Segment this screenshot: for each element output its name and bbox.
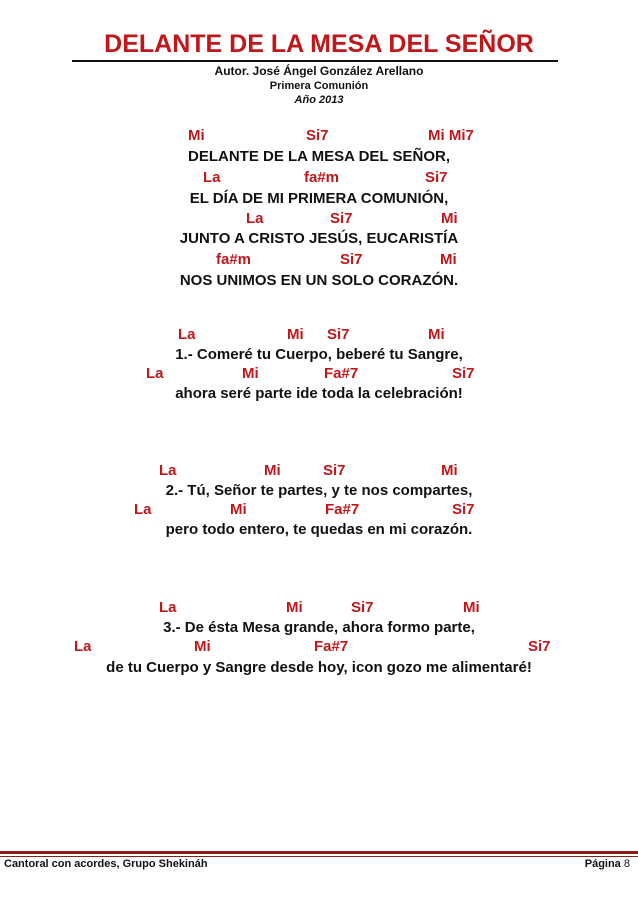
song-title: DELANTE DE LA MESA DEL SEÑOR	[104, 30, 534, 58]
chord: Si7	[528, 638, 551, 655]
chord-line	[0, 126, 638, 146]
chord: Si7	[327, 326, 350, 343]
chord-line	[0, 461, 638, 481]
lyric-line: JUNTO A CRISTO JESÚS, EUCARISTÍA	[179, 230, 459, 247]
chord: La	[159, 462, 177, 479]
chord: fa#m	[304, 169, 340, 186]
chord: Mi	[440, 251, 457, 268]
chord: Si7	[425, 169, 448, 186]
chord: Mi	[230, 501, 247, 518]
lyric-line: NOS UNIMOS EN UN SOLO CORAZÓN.	[179, 272, 459, 289]
chord: Mi	[188, 127, 205, 144]
lyric-line: 1.- Comeré tu Cuerpo, beberé tu Sangre,	[175, 346, 463, 363]
chord-line	[0, 325, 638, 345]
chord: Mi	[264, 462, 281, 479]
chord: Mi	[441, 210, 458, 227]
chord: Mi	[428, 326, 445, 343]
chord: Mi Mi7	[428, 127, 474, 144]
chord: La	[246, 210, 264, 227]
chord: La	[203, 169, 221, 186]
chord-line	[0, 209, 638, 229]
page-number: 8	[623, 858, 630, 870]
chord: Mi	[441, 462, 458, 479]
chord: Si7	[340, 251, 363, 268]
chord: Mi	[194, 638, 211, 655]
footer-source: Cantoral con acordes, Grupo Shekináh	[4, 858, 208, 870]
chord: Si7	[306, 127, 329, 144]
chord: La	[146, 365, 164, 382]
chord: fa#m	[216, 251, 252, 268]
chord: Si7	[351, 599, 374, 616]
chord: Si7	[452, 501, 475, 518]
chord: Fa#7	[314, 638, 349, 655]
chord: Mi	[242, 365, 259, 382]
lyric-line: pero todo entero, te quedas en mi corazón.	[165, 521, 473, 538]
lyric-line: EL DÍA DE MI PRIMERA COMUNIÓN,	[189, 190, 449, 207]
footer-rule	[0, 851, 638, 854]
song-author: Autor. José Ángel González Arellano	[214, 64, 424, 78]
chord-line	[0, 250, 638, 270]
chord: Si7	[330, 210, 353, 227]
song-occasion: Primera Comunión	[269, 80, 369, 92]
chord: Si7	[452, 365, 475, 382]
chord: Mi	[287, 326, 304, 343]
chord: La	[178, 326, 196, 343]
chord-line	[0, 364, 638, 384]
lyric-line: 2.- Tú, Señor te partes, y te nos compartes,	[165, 482, 473, 499]
chord: Fa#7	[325, 501, 360, 518]
chord: La	[134, 501, 152, 518]
chord: La	[159, 599, 177, 616]
lyric-line: DELANTE DE LA MESA DEL SEÑOR,	[188, 148, 450, 165]
chord: La	[74, 638, 92, 655]
lyric-line: de tu Cuerpo y Sangre desde hoy, icon gozo me alimentaré!	[106, 659, 532, 676]
lyric-line: 3.- De ésta Mesa grande, ahora formo parte,	[163, 619, 475, 636]
song-year: Año 2013	[294, 94, 344, 106]
chord: Si7	[323, 462, 346, 479]
footer-rule-thin	[0, 856, 638, 857]
lyric-line: ahora seré parte ide toda la celebración!	[175, 385, 463, 402]
chord-line	[0, 637, 638, 657]
page-indicator	[585, 858, 630, 870]
page-label: Página	[584, 858, 621, 870]
chord: Fa#7	[324, 365, 359, 382]
chord: Mi	[463, 599, 480, 616]
title-underline	[72, 60, 558, 62]
chord: Mi	[286, 599, 303, 616]
chord-line	[0, 598, 638, 618]
chord-line	[0, 500, 638, 520]
chord-line	[0, 168, 638, 188]
